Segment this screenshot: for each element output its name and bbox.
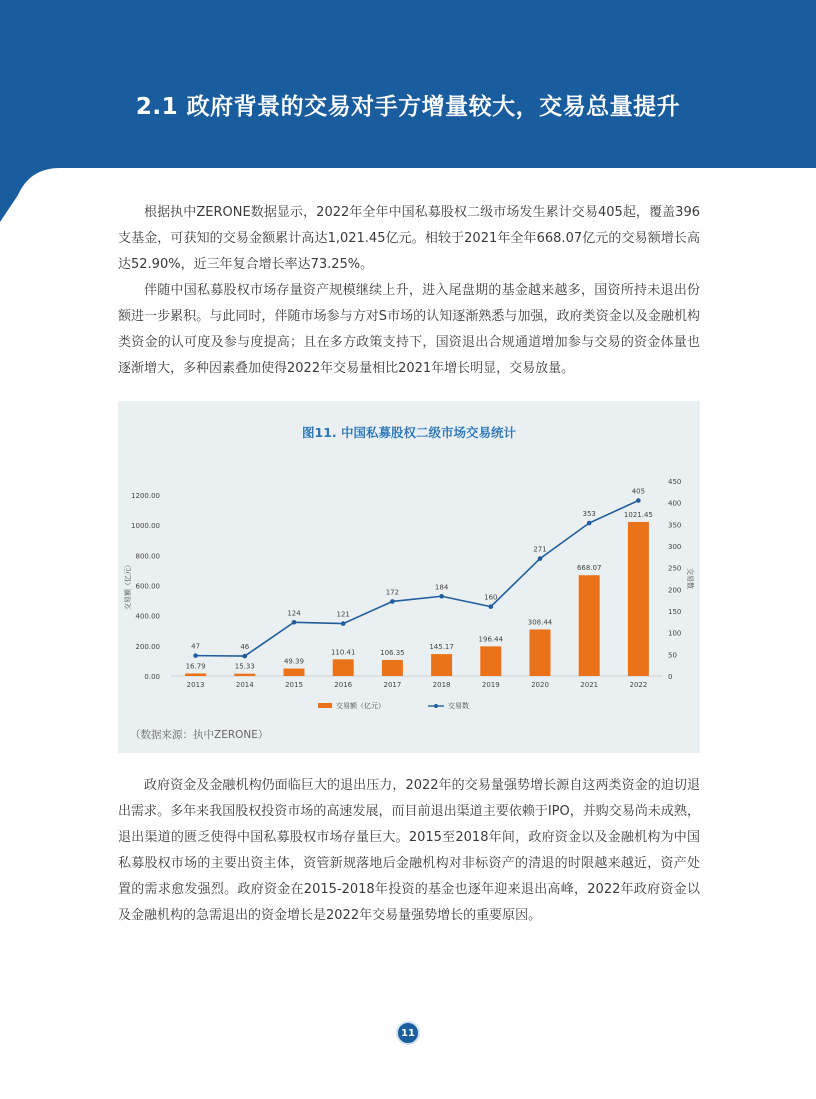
line-value-label: 172 — [385, 588, 400, 597]
bar-2021 — [579, 575, 600, 676]
bar-2019 — [480, 646, 501, 676]
left-axis-tick-label: 400.00 — [135, 612, 160, 621]
bar-value-label: 15.33 — [234, 662, 255, 671]
bar-value-label: 110.41 — [330, 648, 356, 657]
trade-count-point-2016 — [341, 621, 346, 626]
line-value-label: 353 — [582, 510, 596, 519]
x-tick-label: 2017 — [383, 681, 402, 689]
legend-label-bar: 交易额（亿元） — [336, 702, 385, 710]
line-value-label: 160 — [484, 593, 498, 602]
right-axis-tick-label: 200 — [668, 586, 682, 595]
line-value-label: 271 — [533, 545, 547, 554]
x-tick-label: 2013 — [186, 681, 205, 689]
figure-panel — [118, 401, 700, 753]
x-tick-label: 2019 — [481, 681, 500, 689]
right-axis-tick-label: 300 — [668, 543, 682, 551]
page-number: 11 — [396, 1021, 420, 1045]
trade-count-point-2020 — [538, 556, 543, 561]
bar-value-label: 308.44 — [527, 618, 553, 627]
paragraph: 政府资金及金融机构仍面临巨大的退出压力，2022年的交易量强势增长源自这两类资金的迫切退出需求。多年来我国股权投资市场的高速发展，而目前退出渠道主要依赖于IPO，并购交易尚未成熟，退出渠道的匮乏使得中国私募股权市场存量巨大。2015至2018年间，政府资金以及金融机构为中国私募股权市场的主要出资主体，资管新规落地后金融机构对非标资产的清退的时限越来越近，资产处置的需求愈发强烈。政府资金在2015-2018年投资的基金也逐年迎来退出高峰，2022年政府资金以及金融机构的急需退出的资金增长是2022年交易量强势增长的重要原因。 — [118, 778, 700, 923]
legend-label-line: 交易数 — [448, 702, 469, 710]
analysis-text-block — [118, 773, 700, 929]
trade-count-point-2015 — [292, 620, 297, 625]
trade-count-point-2021 — [587, 521, 592, 526]
trade-count-point-2019 — [489, 604, 494, 609]
right-axis-tick-label: 0 — [668, 673, 673, 681]
bar-2016 — [333, 659, 354, 676]
legend-swatch-point — [434, 704, 438, 708]
bar-value-label: 16.79 — [185, 662, 206, 671]
left-axis-tick-label: 800.00 — [135, 552, 160, 561]
paragraph: 伴随中国私募股权市场存量资产规模继续上升，进入尾盘期的基金越来越多，国资所持未退出份额进一步累积。与此同时，伴随市场参与方对S市场的认知逐渐熟悉与加强，政府类资金以及金融机构类资金的认可度及参与度提高；且在多方政策支持下，国资退出合规通道增加参与交易的资金体量也逐渐增大，多种因素叠加使得2022年交易量相比2021年增长明显，交易放量。 — [118, 283, 700, 376]
line-value-label: 184 — [434, 583, 449, 592]
right-axis-tick-label: 50 — [668, 651, 677, 660]
right-axis-tick-label: 350 — [668, 521, 682, 530]
x-tick-label: 2015 — [285, 681, 303, 689]
intro-text-block — [118, 200, 700, 382]
bar-value-label: 196.44 — [478, 635, 504, 644]
x-tick-label: 2014 — [235, 681, 254, 689]
line-value-label: 46 — [240, 643, 250, 652]
line-value-label: 124 — [287, 609, 301, 618]
bar-2015 — [284, 669, 305, 676]
line-value-label: 47 — [191, 642, 201, 651]
right-axis-tick-label: 450 — [668, 478, 682, 486]
x-tick-label: 2022 — [629, 681, 648, 689]
right-axis-tick-label: 250 — [668, 564, 682, 573]
legend-swatch-bar — [318, 703, 332, 708]
bar-value-label: 145.17 — [429, 643, 454, 652]
bar-value-label: 1021.45 — [623, 510, 653, 519]
left-axis-tick-label: 600.00 — [135, 582, 160, 591]
right-axis-tick-label: 100 — [668, 629, 682, 638]
left-axis-tick-label: 200.00 — [135, 642, 160, 651]
x-tick-label: 2021 — [580, 681, 599, 689]
trade-count-point-2013 — [193, 653, 198, 658]
figure-source: （数据来源：执中ZERONE） — [130, 729, 269, 741]
trading-chart — [118, 401, 700, 731]
bar-value-label: 106.35 — [380, 648, 405, 657]
trade-count-point-2017 — [390, 599, 395, 604]
bar-2018 — [431, 654, 452, 676]
bar-value-label: 49.39 — [283, 657, 305, 666]
left-axis-tick-label: 0.00 — [144, 673, 160, 681]
right-axis-tick-label: 400 — [668, 499, 682, 508]
trade-count-point-2014 — [243, 654, 248, 659]
left-axis-title: 交易额（亿元） — [124, 561, 132, 610]
trade-count-point-2022 — [636, 498, 641, 503]
bar-value-label: 668.07 — [576, 564, 602, 573]
paragraph: 根据执中ZERONE数据显示，2022年全年中国私募股权二级市场发生累计交易405起，覆盖396支基金，可获知的交易金额累计高达1,021.45亿元。相较于2021年全年668.07亿元的交易额增长高达52.90%，近三年复合增长率达73.25%。 — [118, 205, 700, 272]
x-tick-label: 2018 — [432, 681, 451, 689]
figure-title: 图11. 中国私募股权二级市场交易统计 — [302, 425, 516, 440]
page-title: 2.1 政府背景的交易对手方增量较大，交易总量提升 — [135, 94, 681, 120]
right-axis-title: 交易数 — [686, 568, 694, 589]
x-tick-label: 2020 — [531, 681, 549, 689]
bar-2017 — [382, 660, 403, 676]
line-value-label: 121 — [336, 610, 350, 619]
bar-2013 — [185, 673, 206, 676]
bar-2022 — [628, 522, 649, 676]
right-axis-tick-label: 150 — [668, 608, 682, 616]
trade-count-line — [196, 501, 639, 657]
line-value-label: 405 — [631, 487, 646, 496]
bar-2020 — [530, 629, 551, 676]
left-axis-tick-label: 1200.00 — [131, 492, 160, 500]
trade-count-point-2018 — [439, 594, 444, 599]
x-tick-label: 2016 — [334, 681, 353, 689]
left-axis-tick-label: 1000.00 — [131, 522, 160, 531]
bar-2014 — [234, 674, 255, 676]
